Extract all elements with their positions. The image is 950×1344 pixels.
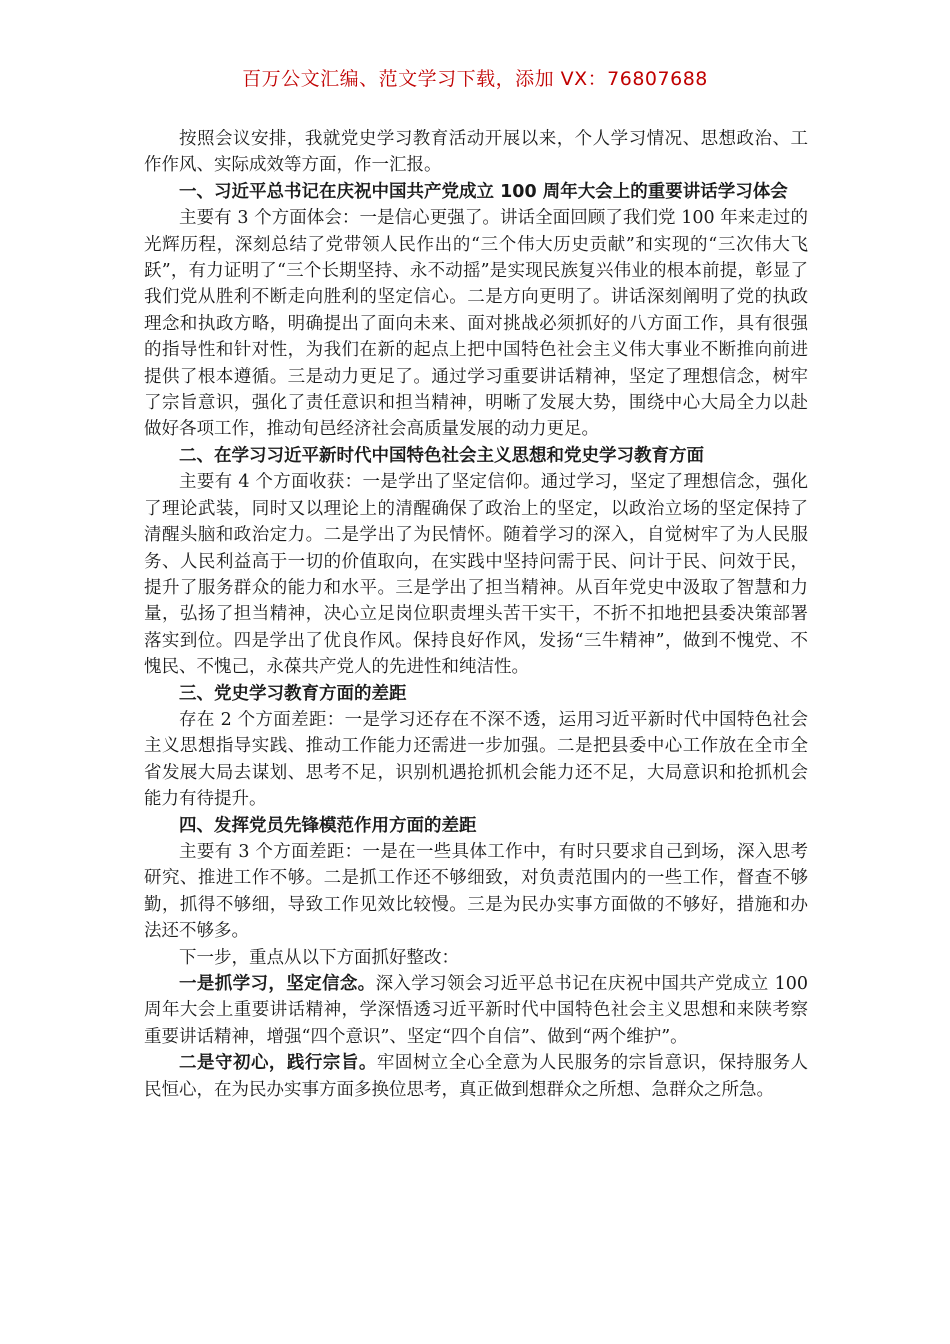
section-3-body: 存在 2 个方面差距：一是学习还存在不深不透，运用习近平新时代中国特色社会主义思想指导实践、推动工作能力还需进一步加强。二是把县委中心工作放在全市全省发展大局去谋划、思考不足，识别机遇抢抓机会能力还不足，大局意识和抢抓机会能力有待提升。 — [144, 709, 808, 810]
section-1-body: 主要有 3 个方面体会：一是信心更强了。讲话全面回顾了我们党 100 年来走过的光辉历程，深刻总结了党带领人民作出的“三个伟大历史贡献”和实现的“三次伟大飞跃”，有力证明了“三个长期坚持、永不动摇”是实现民族复兴伟业的根本前提，彰显了我们党从胜利不断走向胜利的坚定信心。二是方向更明了。讲话深刻阐明了党的执政理念和执政方略，明确提出了面向未来、面对挑战必须抓好的八方面工作，具有很强的指导性和针对性，为我们在新的起点上把中国特色社会主义伟大事业不断推向前进提供了根本遵循。三是动力更足了。通过学习重要讲话精神，坚定了理想信念，树牢了宗旨意识，强化了责任意识和担当精神，明晰了发展大势，围绕中心大局全力以赴做好各项工作，推动旬邑经济社会高质量发展的动力更足。 — [144, 208, 808, 440]
measure-2-paragraph — [144, 1050, 808, 1103]
section-2-heading: 二、在学习习近平新时代中国特色社会主义思想和党史学习教育方面 — [179, 445, 704, 466]
section-1-heading: 一、习近平总书记在庆祝中国共产党成立 100 周年大会上的重要讲话学习体会 — [179, 181, 788, 202]
measure-1-text: 深入学习领会习近平总书记在庆祝中国共产党成立 100 周年大会上重要讲话精神，学深悟透习近平新时代中国特色社会主义思想和来陕考察重要讲话精神，增强“四个意识”、坚定“四个自信”、做到“两个维护”。 — [144, 974, 809, 1047]
measure-2-lead: 二是守初心，践行宗旨。 — [179, 1053, 377, 1074]
section-4-heading: 四、发挥党员先锋模范作用方面的差距 — [179, 815, 477, 836]
intro-paragraph: 按照会议安排，我就党史学习教育活动开展以来，个人学习情况、思想政治、工作作风、实际成效等方面，作一汇报。 — [144, 129, 808, 176]
measure-1-lead: 一是抓学习，坚定信念。 — [179, 974, 376, 994]
document-body — [144, 126, 808, 1103]
section-3-heading: 三、党史学习教育方面的差距 — [179, 683, 407, 704]
measure-2-text: 牢固树立全心全意为人民服务的宗旨意识，保持服务人民恒心，在为民办实事方面多换位思考，真正做到想群众之所想、急群众之所急。 — [144, 1053, 809, 1100]
next-step-paragraph: 下一步，重点从以下方面抓好整改： — [179, 947, 459, 968]
section-2-body: 主要有 4 个方面收获：一是学出了坚定信仰。通过学习，坚定了理想信念，强化了理论武装，同时又以理论上的清醒确保了政治上的坚定，以政治立场的坚定保持了清醒头脑和政治定力。二是学出了为民情怀。随着学习的深入，自觉树牢了为人民服务、人民利益高于一切的价值取向，在实践中坚持问需于民、问计于民、问效于民，提升了服务群众的能力和水平。三是学出了担当精神。从百年党史中汲取了智慧和力量，弘扬了担当精神，决心立足岗位职责埋头苦干实干，不折不扣地把县委决策部署落实到位。四是学出了优良作风。保持良好作风，发扬“三牛精神”，做到不愧党、不愧民、不愧己，永葆共产党人的先进性和纯洁性。 — [144, 472, 808, 678]
section-4-body: 主要有 3 个方面差距：一是在一些具体工作中，有时只要求自己到场，深入思考研究、推进工作不够。二是抓工作还不够细致，对负责范围内的一些工作，督查不够勤，抓得不够细，导致工作见效比较慢。三是为民办实事方面做的不够好，措施和办法还不够多。 — [144, 841, 808, 942]
promo-header: 百万公文汇编、范文学习下载，添加 VX：76807688 — [242, 68, 708, 90]
measure-1-paragraph — [144, 971, 808, 1050]
